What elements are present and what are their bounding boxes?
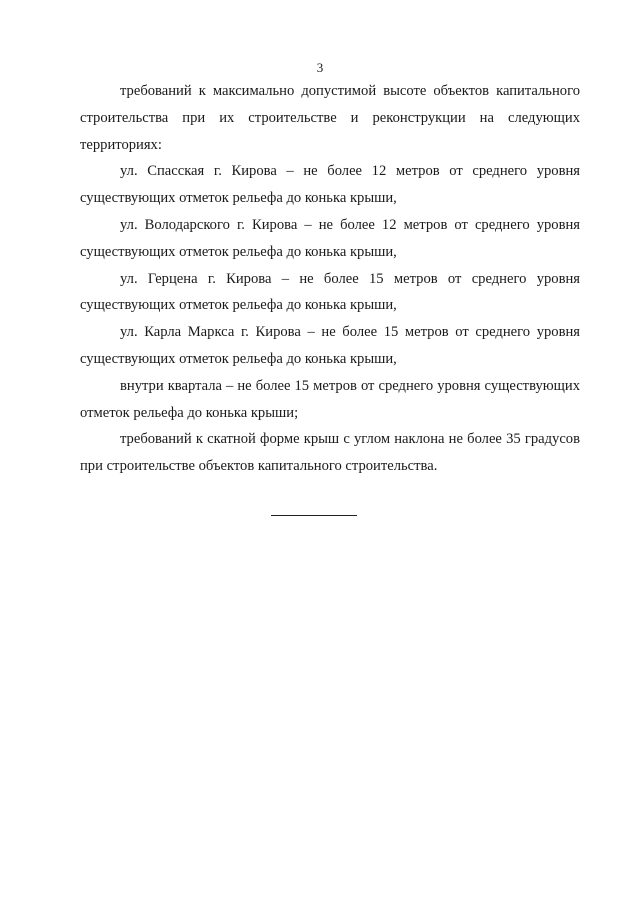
paragraph-gertsena: ул. Герцена г. Кирова – не более 15 метров от среднего уровня существующих отметок рельефа до конька крыши, (80, 270, 580, 314)
paragraph-karla-marksa: ул. Карла Маркса г. Кирова – не более 15 метров от среднего уровня существующих отметок рельефа до конька крыши, (80, 324, 580, 367)
paragraph-roof-slope: требований к скатной форме крыш с углом наклона не более 35 градусов при строительстве объектов капитального строительства. (80, 431, 580, 475)
end-separator-line (271, 515, 357, 516)
document-body (80, 78, 580, 480)
page-number: 3 (316, 60, 324, 75)
paragraph-spasskaya: ул. Спасская г. Кирова – не более 12 метров от среднего уровня существующих отметок рельефа до конька крыши, (80, 163, 580, 207)
paragraph-kvartal: внутри квартала – не более 15 метров от среднего уровня существующих отметок рельефа до конька крыши; (80, 377, 580, 421)
paragraph-volodarskogo: ул. Володарского г. Кирова – не более 12 метров от среднего уровня существующих отметок рельефа до конька крыши, (80, 216, 580, 260)
paragraph-intro: требований к максимально допустимой высоте объектов капитального строительства при их строительстве и реконструкции на следующих территориях: (80, 83, 580, 153)
